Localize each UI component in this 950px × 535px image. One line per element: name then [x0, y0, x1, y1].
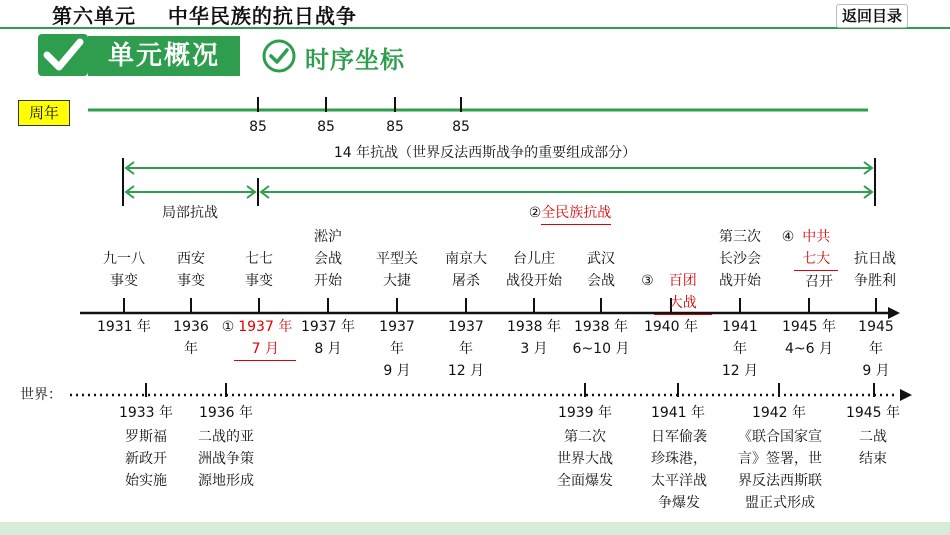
world-event-text: 二战的亚 洲战争策 源地形成 [198, 429, 254, 489]
world-event-text: 罗斯福 新政开 始实施 [125, 429, 167, 489]
event-name-answer [630, 248, 714, 315]
event-name: 平型关 大捷 [376, 251, 418, 289]
section-title: 单元概况 [88, 36, 240, 76]
total-war-label: 14 年抗战（世界反法西斯战争的重要组成部分） [333, 145, 637, 161]
world-event-date: 1941 年 [650, 405, 706, 421]
event-answer: 中共 七大 [794, 226, 838, 271]
event-answer: 百团 大战 [654, 270, 712, 315]
answer-number: ④ [781, 229, 795, 245]
back-to-contents-button[interactable]: 返回目录 [836, 4, 908, 28]
anniversary-mark: 85 [452, 119, 470, 135]
world-event-text: 二战 结束 [859, 429, 887, 467]
world-event-text: 第二次 世界大战 全面爆发 [557, 429, 613, 489]
event-name: 抗日战 争胜利 [854, 251, 896, 289]
answer-number: ② [528, 205, 542, 221]
event-name: 西安 事变 [177, 251, 205, 289]
date-answer: 1937 年 7 月 [234, 316, 296, 361]
anniversary-mark: 85 [249, 119, 267, 135]
event-date: 1937 年 8 月 [300, 319, 356, 357]
event-date: 1940 年 [643, 319, 699, 335]
event-date: 1937 年 9 月 [379, 319, 415, 379]
event-date: 1936 年 [173, 319, 209, 357]
world-label: 世界： [20, 387, 62, 403]
world-event-date: 1945 年 [845, 405, 901, 421]
page-title: 第六单元 中华民族的抗日战争 [52, 4, 357, 28]
event-date: 1931 年 [96, 319, 152, 335]
national-war-answer: 全民族抗战 [541, 202, 611, 225]
answer-number: ① [221, 319, 235, 335]
world-event-date: 1936 年 [198, 405, 254, 421]
world-event-text: 日军偷袭 珍珠港， 太平洋战 争爆发 [651, 429, 707, 511]
event-date: 1938 年 3 月 [506, 319, 562, 357]
event-date: 1938 年 6~10 月 [572, 319, 630, 357]
event-date: 1945 年 9 月 [858, 319, 894, 379]
event-name: 九一八 事变 [103, 251, 145, 289]
world-event-text: 《联合国家宣 言》签署，世 界反法西斯联 盟正式形成 [738, 429, 822, 511]
event-name: 淞沪 会战 开始 [314, 229, 342, 289]
section-subtitle: 时序坐标 [305, 46, 405, 74]
event-name-tail: 召开 [805, 274, 833, 290]
anniversary-tag: 周年 [18, 100, 70, 126]
event-name: 南京大 屠杀 [445, 251, 487, 289]
event-name: 武汉 会战 [587, 251, 615, 289]
bottom-bar [0, 522, 950, 535]
anniversary-mark: 85 [317, 119, 335, 135]
event-date: 1945 年 4~6 月 [781, 319, 837, 357]
event-name: 台儿庄 战役开始 [506, 251, 562, 289]
event-name: 第三次 长沙会 战开始 [719, 229, 761, 289]
world-event-date: 1933 年 [118, 405, 174, 421]
event-date: 1937 年 12 月 [447, 319, 485, 379]
event-date: 1941 年 12 月 [721, 319, 759, 379]
world-event-date: 1942 年 [751, 405, 807, 421]
national-war-label [500, 202, 640, 225]
event-name: 七七 事变 [245, 251, 273, 289]
world-event-date: 1939 年 [557, 405, 613, 421]
event-name-answer [770, 226, 850, 293]
event-date-answer [218, 316, 300, 361]
anniversary-mark: 85 [386, 119, 404, 135]
answer-number: ③ [641, 273, 654, 289]
local-war-label: 局部抗战 [162, 205, 218, 221]
